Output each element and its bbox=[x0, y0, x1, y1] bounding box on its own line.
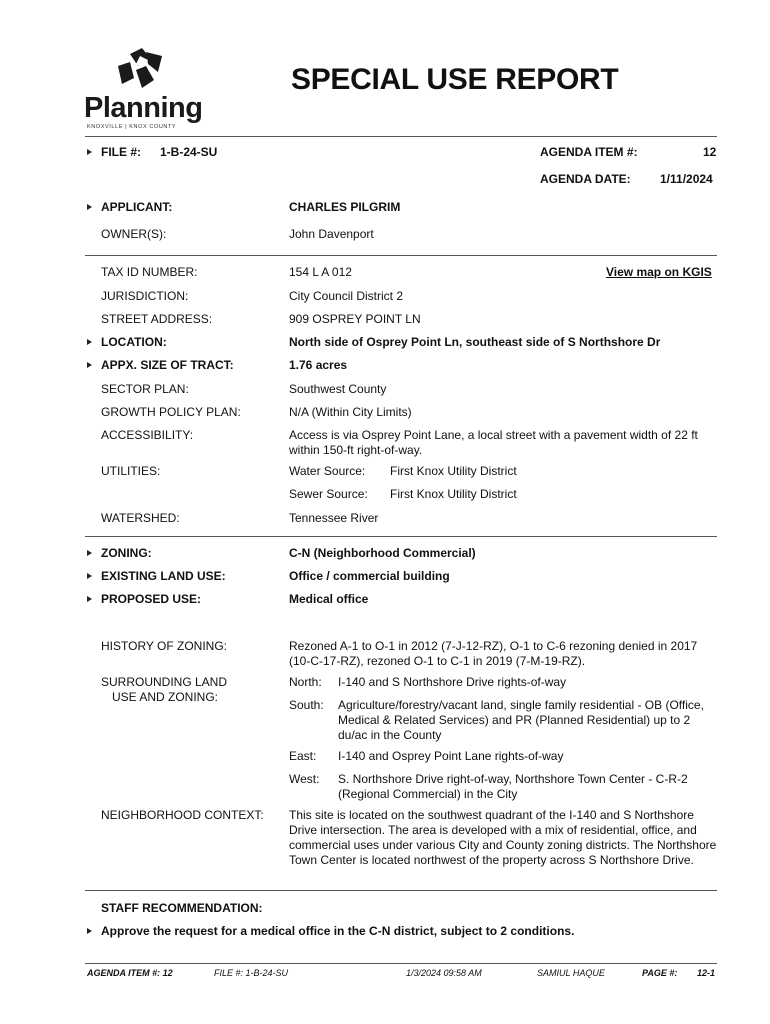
divider bbox=[85, 255, 717, 256]
surrounding-label-line1: SURROUNDING LAND bbox=[101, 675, 228, 689]
page-title: SPECIAL USE REPORT bbox=[291, 63, 619, 96]
tract-size-label: APPX. SIZE OF TRACT: bbox=[101, 358, 234, 372]
accessibility-label: ACCESSIBILITY: bbox=[101, 428, 194, 442]
footer-author: SAMIUL HAQUE bbox=[537, 968, 605, 978]
footer-page-label: PAGE #: bbox=[642, 968, 678, 978]
owner-label: OWNER(S): bbox=[101, 227, 167, 241]
divider bbox=[85, 536, 717, 537]
surrounding-label-line2: USE AND ZONING: bbox=[112, 690, 219, 704]
proposed-use-label: PROPOSED USE: bbox=[101, 592, 202, 606]
file-label: FILE #: bbox=[101, 145, 142, 159]
east-label: East: bbox=[289, 749, 317, 763]
footer-rule bbox=[85, 963, 717, 964]
water-source-label: Water Source: bbox=[289, 464, 366, 478]
agenda-date-label: AGENDA DATE: bbox=[540, 172, 631, 186]
bullet-arrow-icon bbox=[87, 928, 92, 934]
bullet-arrow-icon bbox=[87, 596, 92, 602]
west-value: S. Northshore Drive right-of-way, Northshore Town Center - C-R-2 (Regional Commercial) in the City bbox=[338, 772, 688, 801]
jurisdiction-value: City Council District 2 bbox=[289, 289, 404, 303]
south-label: South: bbox=[289, 698, 324, 712]
street-address-value: 909 OSPREY POINT LN bbox=[289, 312, 421, 326]
jurisdiction-label: JURISDICTION: bbox=[101, 289, 189, 303]
sector-plan-label: SECTOR PLAN: bbox=[101, 382, 189, 396]
bullet-arrow-icon bbox=[87, 339, 92, 345]
sewer-source-value: First Knox Utility District bbox=[390, 487, 517, 501]
staff-recommendation-label: STAFF RECOMMENDATION: bbox=[101, 901, 263, 915]
north-label: North: bbox=[289, 675, 322, 689]
utilities-label: UTILITIES: bbox=[101, 464, 161, 478]
zoning-label: ZONING: bbox=[101, 546, 152, 560]
south-value: Agriculture/forestry/vacant land, single family residential - OB (Office, Medical & Related Services) and PR (Planned Residential) up to 2 du/ac in the County bbox=[338, 698, 704, 742]
sewer-source-label: Sewer Source: bbox=[289, 487, 368, 501]
agenda-date-value: 1/11/2024 bbox=[660, 172, 713, 186]
file-value: 1-B-24-SU bbox=[160, 145, 218, 159]
footer-file: FILE #: 1-B-24-SU bbox=[214, 968, 289, 978]
proposed-use-value: Medical office bbox=[289, 592, 369, 606]
west-label: West: bbox=[289, 772, 320, 786]
footer-timestamp: 1/3/2024 09:58 AM bbox=[406, 968, 482, 978]
growth-policy-label: GROWTH POLICY PLAN: bbox=[101, 405, 241, 419]
water-source-value: First Knox Utility District bbox=[390, 464, 517, 478]
bullet-arrow-icon bbox=[87, 204, 92, 210]
growth-policy-value: N/A (Within City Limits) bbox=[289, 405, 412, 419]
staff-recommendation-value: Approve the request for a medical office in the C-N district, subject to 2 conditions. bbox=[101, 924, 575, 938]
logo-subtitle: KNOXVILLE | KNOX COUNTY bbox=[87, 124, 177, 130]
bullet-arrow-icon bbox=[87, 149, 92, 155]
street-address-label: STREET ADDRESS: bbox=[101, 312, 213, 326]
applicant-value: CHARLES PILGRIM bbox=[289, 200, 401, 214]
bullet-arrow-icon bbox=[87, 550, 92, 556]
location-value: North side of Osprey Point Ln, southeast side of S Northshore Dr bbox=[289, 335, 661, 349]
sector-plan-value: Southwest County bbox=[289, 382, 387, 396]
watershed-label: WATERSHED: bbox=[101, 511, 180, 525]
footer-agenda-item: AGENDA ITEM #: 12 bbox=[87, 968, 173, 978]
watershed-value: Tennessee River bbox=[289, 511, 379, 525]
tax-id-label: TAX ID NUMBER: bbox=[101, 265, 198, 279]
east-value: I-140 and Osprey Point Lane rights-of-way bbox=[338, 749, 564, 763]
zoning-history-value: Rezoned A-1 to O-1 in 2012 (7-J-12-RZ), O-1 to C-6 rezoning denied in 2017 (10-C-17-RZ), rezoned O-1 to C-1 in 2019 (7-M-19-RZ). bbox=[289, 639, 698, 668]
north-value: I-140 and S Northshore Drive rights-of-way bbox=[338, 675, 567, 689]
neighborhood-context-label: NEIGHBORHOOD CONTEXT: bbox=[101, 808, 264, 822]
owner-value: John Davenport bbox=[289, 227, 374, 241]
agenda-item-value: 12 bbox=[703, 145, 717, 159]
bullet-arrow-icon bbox=[87, 573, 92, 579]
divider bbox=[85, 890, 717, 891]
applicant-label: APPLICANT: bbox=[101, 200, 173, 214]
existing-use-value: Office / commercial building bbox=[289, 569, 450, 583]
tract-size-value: 1.76 acres bbox=[289, 358, 348, 372]
zoning-history-label: HISTORY OF ZONING: bbox=[101, 639, 228, 653]
bullet-arrow-icon bbox=[87, 362, 92, 368]
location-label: LOCATION: bbox=[101, 335, 167, 349]
agenda-item-label: AGENDA ITEM #: bbox=[540, 145, 638, 159]
divider bbox=[85, 136, 717, 137]
logo-mark-icon bbox=[112, 46, 168, 92]
footer-page-value: 12-1 bbox=[697, 968, 716, 978]
zoning-value: C-N (Neighborhood Commercial) bbox=[289, 546, 476, 560]
kgis-map-link[interactable]: View map on KGIS bbox=[606, 265, 712, 279]
neighborhood-context-value: This site is located on the southwest quadrant of the I-140 and S Northshore Drive intersection. The area is developed with a mix of residential, office, and commercial uses under various City and County zoning districts. The Northshore Town Center is located northwest of the property across S Northshore Drive. bbox=[289, 808, 717, 867]
existing-use-label: EXISTING LAND USE: bbox=[101, 569, 226, 583]
tax-id-value: 154 L A 012 bbox=[289, 265, 352, 279]
accessibility-value: Access is via Osprey Point Lane, a local street with a pavement width of 22 ft within 150-ft right-of-way. bbox=[289, 428, 698, 457]
logo-wordmark: Planning bbox=[84, 92, 203, 124]
